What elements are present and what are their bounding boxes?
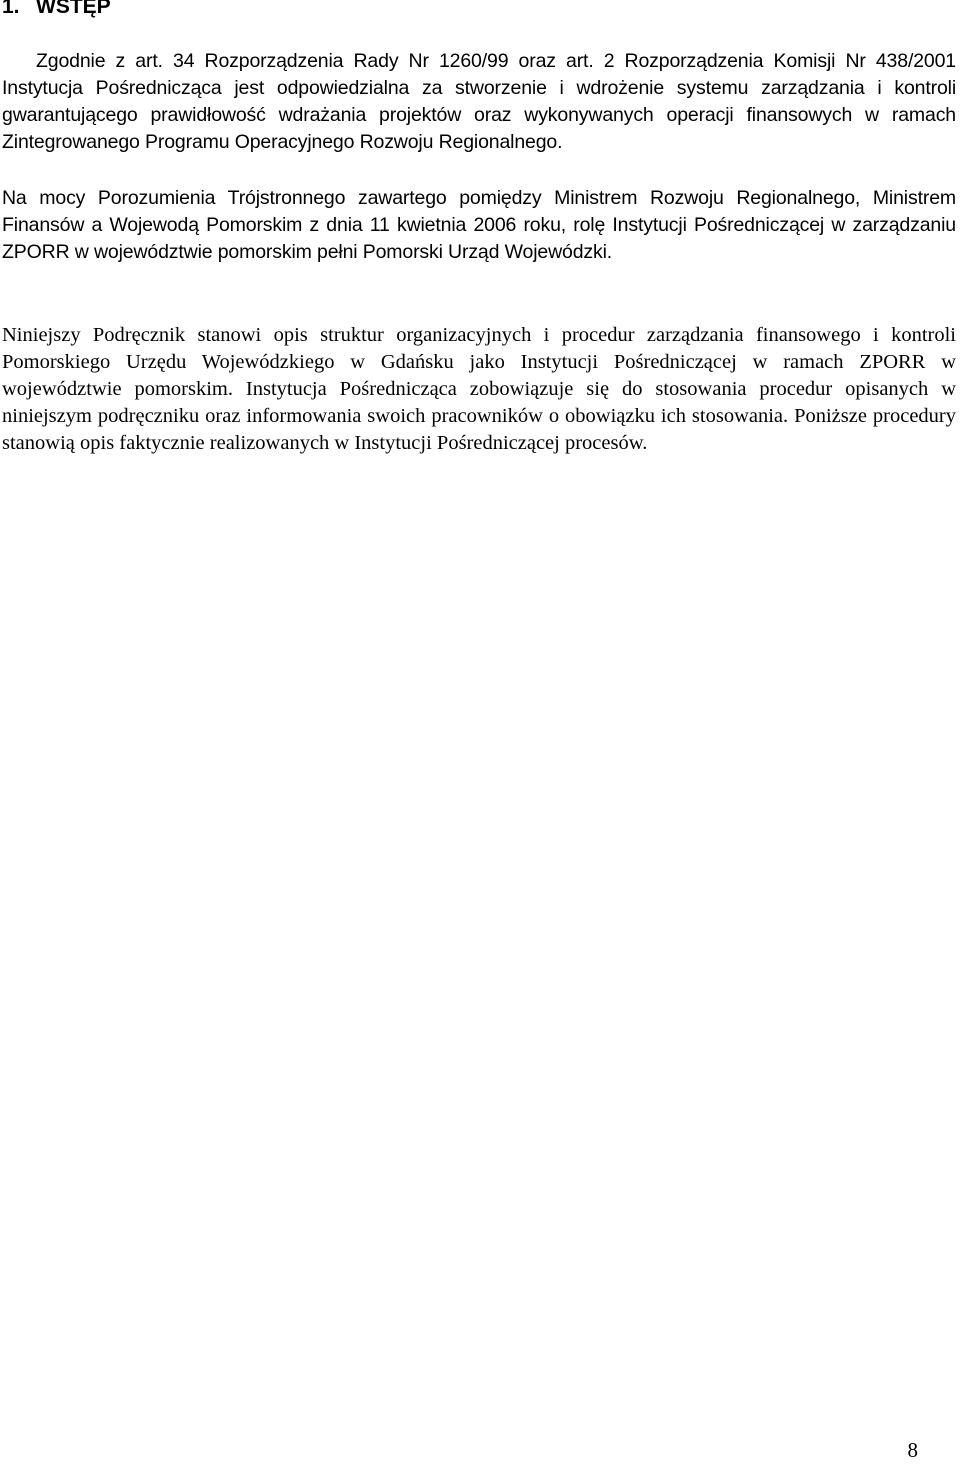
paragraph-text: Zgodnie z art. 34 Rozporządzenia Rady Nr 1260/99 oraz art. 2 Rozporządzenia Komisji Nr 438/2001 Instytucja Pośrednicząca jest odpowiedzialna za stworzenie i wdrożenie systemu zarządzania i kontroli gwarantującego prawidłowość wdrażania projektów oraz wykonywanych operacji finansowych w ramach Zintegrowanego Programu Operacyjnego Rozwoju Regionalnego.	[2, 50, 956, 153]
section-heading	[2, 0, 111, 20]
paragraph-legal-basis	[2, 48, 956, 156]
paragraph-text: Na mocy Porozumienia Trójstronnego zawartego pomiędzy Ministrem Rozwoju Regionalnego, Ministrem Finansów a Wojewodą Pomorskim z dnia 11 kwietnia 2006 roku, rolę Instytucji Pośredniczącej w zarządzaniu ZPORR w województwie pomorskim pełni Pomorski Urząd Wojewódzki.	[2, 187, 956, 263]
paragraph-agreement	[2, 185, 956, 266]
page-number: 8	[907, 1438, 918, 1462]
section-title: WSTĘP	[36, 0, 111, 18]
section-number: 1.	[2, 0, 20, 18]
paragraph-handbook-description	[2, 322, 956, 457]
paragraph-text: Niniejszy Podręcznik stanowi opis struktur organizacyjnych i procedur zarządzania finansowego i kontroli Pomorskiego Urzędu Wojewódzkiego w Gdańsku jako Instytucji Pośredniczącej w ramach ZPORR w województwie pomorskim. Instytucja Pośrednicząca zobowiązuje się do stosowania procedur opisanych w niniejszym podręczniku oraz informowania swoich pracowników o obowiązku ich stosowania. Poniższe procedury stanowią opis faktycznie realizowanych w Instytucji Pośredniczącej procesów.	[2, 324, 956, 454]
